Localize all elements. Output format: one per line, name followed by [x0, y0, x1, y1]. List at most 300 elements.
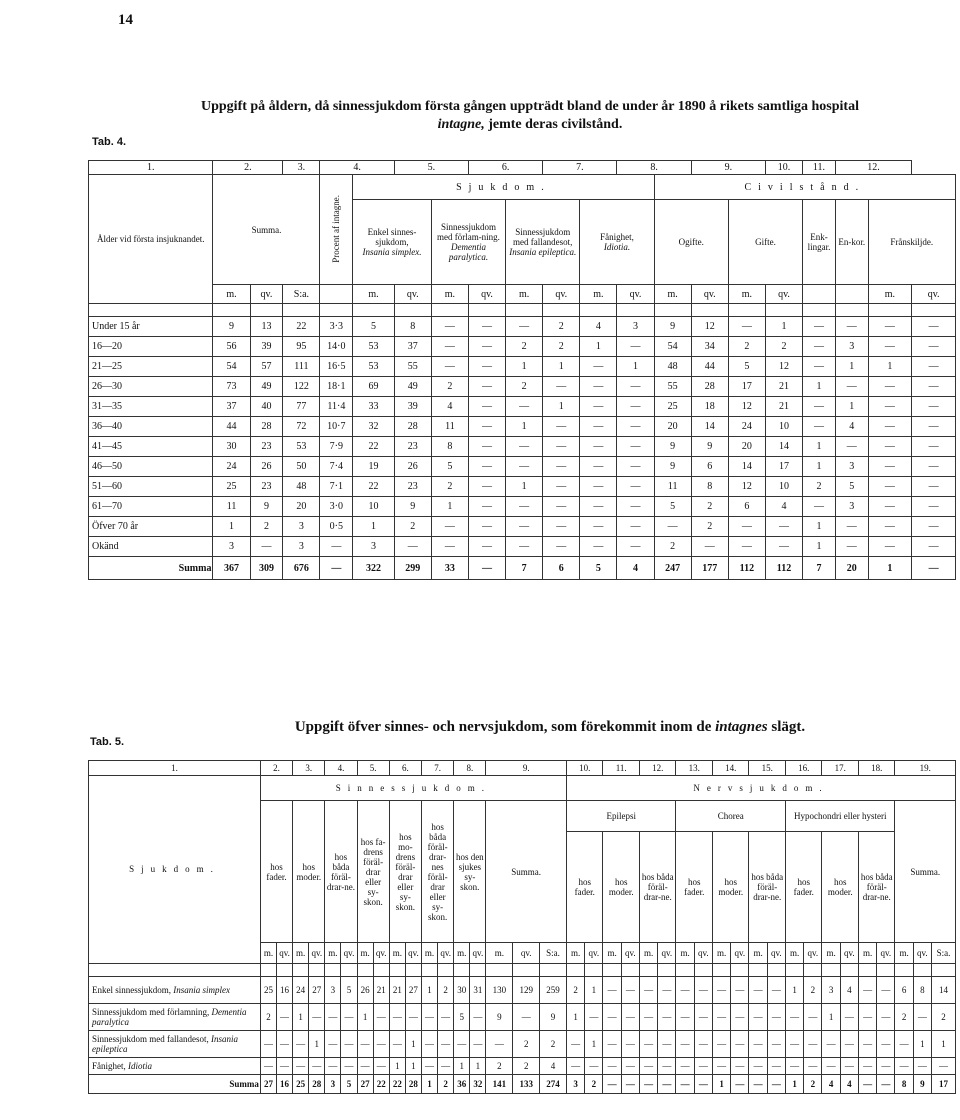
data-cell: 39 [394, 397, 431, 417]
row-label: 61—70 [89, 497, 213, 517]
spacer-cell [293, 964, 309, 977]
sub-header: m. [868, 285, 912, 304]
data-cell: 1 [405, 1058, 421, 1075]
data-cell: — [765, 517, 802, 537]
spacer-cell [566, 964, 584, 977]
column-number: 6. [468, 161, 542, 175]
data-cell: 26 [394, 457, 431, 477]
sub-header: m. [421, 943, 437, 964]
sub-header: m. [260, 943, 276, 964]
tab5-label: Tab. 5. [90, 736, 125, 748]
sum-cell: 274 [540, 1075, 567, 1094]
data-cell: 32 [353, 417, 394, 437]
data-cell: 44 [691, 357, 728, 377]
data-cell: — [543, 497, 580, 517]
sub-header: S:a. [931, 943, 955, 964]
data-cell: — [468, 437, 505, 457]
data-cell: — [913, 1004, 931, 1031]
data-cell: — [468, 417, 505, 437]
group-sjukdom: Sjukdom. [353, 175, 654, 200]
header-bada-sy: hos båda föräl-drar-nes föräl-drar eller sy-skon. [421, 801, 453, 943]
data-cell: 2 [543, 337, 580, 357]
spacer-cell [213, 304, 250, 317]
data-cell: — [749, 1058, 767, 1075]
data-cell: 1 [454, 1058, 470, 1075]
sum-cell: — [858, 1075, 876, 1094]
sub-header: qv. [373, 943, 389, 964]
table-row [89, 397, 956, 417]
data-cell: — [293, 1058, 309, 1075]
data-cell: — [835, 437, 868, 457]
data-cell: 5 [353, 317, 394, 337]
data-cell: — [912, 437, 956, 457]
spacer-cell [912, 304, 956, 317]
data-cell: — [835, 517, 868, 537]
table-row [89, 1058, 956, 1075]
spacer-cell [585, 964, 603, 977]
sum-cell: 1 [421, 1075, 437, 1094]
data-cell: 1 [309, 1031, 325, 1058]
data-cell: — [603, 1058, 621, 1075]
tab4-title-line1: Uppgift på åldern, då sinnessjukdom första gången uppträdt bland de under år 1890 å rikets samtliga hospital [201, 99, 859, 114]
row-label: 26—30 [89, 377, 213, 397]
data-cell: 14 [728, 457, 765, 477]
data-cell: — [822, 1031, 840, 1058]
sum-cell: — [731, 1075, 749, 1094]
spacer-cell [283, 304, 320, 317]
data-cell: 3 [835, 337, 868, 357]
column-number: 16. [785, 761, 822, 776]
tab5-title [200, 718, 900, 736]
data-cell: 1 [803, 537, 836, 557]
header-fader: hos fader. [785, 832, 822, 943]
data-cell: — [912, 317, 956, 337]
header-sjukes: hos den sjukes sy-skon. [454, 801, 486, 943]
data-cell: 2 [931, 1004, 955, 1031]
sub-header-empty [835, 285, 868, 304]
spacer-cell [353, 304, 394, 317]
data-cell: 10 [765, 417, 802, 437]
sum-row [89, 557, 956, 580]
sum-cell: 5 [341, 1075, 357, 1094]
spacer-cell [277, 964, 293, 977]
data-cell: 14 [765, 437, 802, 457]
data-cell: 21 [373, 977, 389, 1004]
data-cell: — [603, 1004, 621, 1031]
data-cell: — [912, 337, 956, 357]
tab4-table [88, 160, 956, 580]
data-cell: — [277, 1031, 293, 1058]
data-cell: 5 [835, 477, 868, 497]
column-number: 8. [454, 761, 486, 776]
row-label: Okänd [89, 537, 213, 557]
data-cell: 1 [931, 1031, 955, 1058]
data-cell: — [765, 537, 802, 557]
header-fallandesot [506, 200, 580, 285]
data-cell: 21 [389, 977, 405, 1004]
data-cell: 31 [470, 977, 486, 1004]
data-cell: 4 [580, 317, 617, 337]
data-cell: 1 [868, 357, 912, 377]
column-number: 3. [293, 761, 325, 776]
table-row [89, 1031, 956, 1058]
data-cell: — [676, 1058, 694, 1075]
data-cell: 53 [353, 357, 394, 377]
data-cell: — [804, 1031, 822, 1058]
column-number: 4. [320, 161, 394, 175]
data-cell: 2 [566, 977, 584, 1004]
data-cell: 5 [728, 357, 765, 377]
header-summa-nerv: Summa. [895, 801, 956, 943]
data-cell: — [580, 417, 617, 437]
column-number: 7. [543, 161, 617, 175]
header-moder: hos moder. [603, 832, 640, 943]
data-cell: 111 [283, 357, 320, 377]
spacer-cell [373, 964, 389, 977]
data-cell: 1 [822, 1004, 840, 1031]
data-cell: 7·4 [320, 457, 353, 477]
data-cell: 30 [213, 437, 250, 457]
sub-header: m. [712, 943, 730, 964]
data-cell: — [912, 497, 956, 517]
row-label-text: Fånighet, [92, 1061, 126, 1071]
header-modrens: hos mo-drens föräl-drar eller sy-skon. [389, 801, 421, 943]
spacer-cell [654, 304, 691, 317]
data-cell: 22 [353, 437, 394, 457]
data-cell: — [804, 1004, 822, 1031]
column-number: 12. [835, 161, 911, 175]
data-cell: 1 [803, 457, 836, 477]
data-cell: — [912, 537, 956, 557]
data-cell: — [712, 1004, 730, 1031]
spacer-cell [913, 964, 931, 977]
data-cell: — [320, 537, 353, 557]
data-cell: 11·4 [320, 397, 353, 417]
spacer-cell [506, 304, 543, 317]
data-cell: — [767, 1058, 785, 1075]
data-cell: — [694, 977, 712, 1004]
data-cell: — [468, 477, 505, 497]
sub-header: qv. [767, 943, 785, 964]
column-number: 9. [691, 161, 765, 175]
data-cell: — [585, 1004, 603, 1031]
sub-header: qv. [438, 943, 454, 964]
data-cell: — [749, 1004, 767, 1031]
data-cell: 3 [283, 537, 320, 557]
spacer-cell [357, 964, 373, 977]
tab5-table [88, 760, 956, 1094]
sum-cell: 25 [293, 1075, 309, 1094]
column-number: 7. [421, 761, 453, 776]
sum-cell: 6 [543, 557, 580, 580]
data-cell: 1 [785, 977, 803, 1004]
data-cell: 259 [540, 977, 567, 1004]
data-cell: — [580, 517, 617, 537]
sub-header: m. [728, 285, 765, 304]
group-sinnessjukdom: Sinnessjukdom. [260, 776, 566, 801]
data-cell: 37 [394, 337, 431, 357]
data-cell: 55 [654, 377, 691, 397]
data-cell: 6 [895, 977, 913, 1004]
sub-header: m. [858, 943, 876, 964]
data-cell: — [513, 1004, 540, 1031]
table-row [89, 357, 956, 377]
data-cell: 17 [728, 377, 765, 397]
spacer-cell [877, 964, 895, 977]
data-cell: 48 [283, 477, 320, 497]
data-cell: 129 [513, 977, 540, 1004]
column-number: 19. [895, 761, 956, 776]
data-cell: 12 [728, 397, 765, 417]
header-enkor: En-kor. [835, 200, 868, 285]
data-cell: 2 [250, 517, 283, 537]
sub-header: m. [506, 285, 543, 304]
data-cell: — [277, 1058, 293, 1075]
sum-cell: 8 [895, 1075, 913, 1094]
data-cell: — [617, 437, 654, 457]
data-cell: — [731, 1004, 749, 1031]
spacer-cell [621, 964, 639, 977]
data-cell: — [389, 1031, 405, 1058]
header-bada: hos båda föräl-drar-ne. [639, 832, 676, 943]
row-label-italic: Insania simplex [173, 985, 230, 995]
data-cell: — [835, 377, 868, 397]
data-cell: — [868, 417, 912, 437]
data-cell: 11 [654, 477, 691, 497]
sum-cell: 7 [803, 557, 836, 580]
header-moder: hos moder. [712, 832, 749, 943]
sub-header: m. [293, 943, 309, 964]
spacer-cell [749, 964, 767, 977]
data-cell: — [712, 1031, 730, 1058]
data-cell: — [785, 1031, 803, 1058]
data-cell: 10·7 [320, 417, 353, 437]
spacer-cell [785, 964, 803, 977]
sum-cell: 299 [394, 557, 431, 580]
data-cell: — [835, 537, 868, 557]
data-cell: — [506, 317, 543, 337]
data-cell: 56 [213, 337, 250, 357]
data-cell: 24 [728, 417, 765, 437]
data-cell: — [658, 1004, 676, 1031]
data-cell: — [639, 1004, 657, 1031]
data-cell: — [468, 397, 505, 417]
table-row [89, 977, 956, 1004]
data-cell: 27 [309, 977, 325, 1004]
data-cell: 1 [835, 397, 868, 417]
sum-label: Summa [89, 1075, 261, 1094]
data-cell: — [421, 1058, 437, 1075]
data-cell: — [468, 517, 505, 537]
data-cell: — [868, 517, 912, 537]
data-cell: 2 [803, 477, 836, 497]
row-label: 51—60 [89, 477, 213, 497]
data-cell: — [617, 497, 654, 517]
spacer-cell [712, 964, 730, 977]
sum-cell: 22 [373, 1075, 389, 1094]
sub-header: qv. [394, 285, 431, 304]
sum-cell: — [749, 1075, 767, 1094]
data-cell: 1 [470, 1058, 486, 1075]
spacer-cell [470, 964, 486, 977]
sub-header: m. [389, 943, 405, 964]
data-cell: 13 [250, 317, 283, 337]
data-cell: 2 [513, 1058, 540, 1075]
data-cell: — [895, 1031, 913, 1058]
data-cell: — [405, 1004, 421, 1031]
spacer-cell [513, 964, 540, 977]
header-fader: hos fader. [260, 801, 292, 943]
sub-header: qv. [765, 285, 802, 304]
header-enkel [353, 200, 432, 285]
data-cell: — [621, 1058, 639, 1075]
sub-header: qv. [405, 943, 421, 964]
data-cell: 2 [691, 497, 728, 517]
header-moder: hos moder. [822, 832, 859, 943]
header-summa: Summa. [486, 801, 567, 943]
sub-header: m. [654, 285, 691, 304]
data-cell: — [822, 1058, 840, 1075]
data-cell: 18 [691, 397, 728, 417]
sum-cell: 7 [506, 557, 543, 580]
data-cell: 4 [840, 977, 858, 1004]
column-number: 1. [89, 761, 261, 776]
data-cell: — [580, 397, 617, 417]
data-cell: — [438, 1004, 454, 1031]
spacer-cell [840, 964, 858, 977]
row-label: Under 15 år [89, 317, 213, 337]
spacer-cell [309, 964, 325, 977]
data-cell: 1 [803, 517, 836, 537]
data-cell: — [543, 517, 580, 537]
data-cell: 49 [394, 377, 431, 397]
data-cell: 1 [835, 357, 868, 377]
data-cell: 22 [283, 317, 320, 337]
data-cell: 5 [341, 977, 357, 1004]
sub-header: qv. [913, 943, 931, 964]
data-cell: — [506, 457, 543, 477]
header-gifte: Gifte. [728, 200, 802, 285]
data-cell: 30 [454, 977, 470, 1004]
header-enklingar: Enk-lingar. [803, 200, 836, 285]
data-cell: 2 [804, 977, 822, 1004]
data-cell: 1 [585, 1031, 603, 1058]
data-cell: 24 [213, 457, 250, 477]
row-label-italic: Dementia paralytica [92, 1007, 247, 1027]
data-cell: — [580, 377, 617, 397]
sum-cell: — [676, 1075, 694, 1094]
sum-cell: — [658, 1075, 676, 1094]
table-row [89, 417, 956, 437]
sub-header: qv. [341, 943, 357, 964]
table-row [89, 337, 956, 357]
data-cell: — [658, 1058, 676, 1075]
data-cell: 3 [835, 497, 868, 517]
data-cell: 1 [617, 357, 654, 377]
data-cell: 1 [585, 977, 603, 1004]
data-cell: — [895, 1058, 913, 1075]
data-cell: 1 [580, 337, 617, 357]
spacer-cell [341, 964, 357, 977]
sub-header: m. [895, 943, 913, 964]
data-cell: 2 [540, 1031, 567, 1058]
row-label: 36—40 [89, 417, 213, 437]
sum-cell: 28 [405, 1075, 421, 1094]
data-cell: — [431, 317, 468, 337]
data-cell: 2 [486, 1058, 513, 1075]
data-cell: 6 [728, 497, 765, 517]
spacer-cell [731, 964, 749, 977]
data-cell: 3 [617, 317, 654, 337]
data-cell: — [868, 477, 912, 497]
data-cell: — [260, 1058, 276, 1075]
sub-header: m. [454, 943, 470, 964]
data-cell: 1 [566, 1004, 584, 1031]
data-cell: — [468, 337, 505, 357]
data-cell: — [585, 1058, 603, 1075]
data-cell: — [341, 1058, 357, 1075]
sum-cell: 1 [785, 1075, 803, 1094]
data-cell: 1 [506, 357, 543, 377]
spacer-cell [580, 304, 617, 317]
row-label [89, 1004, 261, 1031]
data-cell: — [486, 1031, 513, 1058]
data-cell: — [431, 337, 468, 357]
sub-header: qv. [658, 943, 676, 964]
sub-header: m. [603, 943, 621, 964]
spacer-cell [389, 964, 405, 977]
sub-header: qv. [617, 285, 654, 304]
data-cell: 9 [394, 497, 431, 517]
sum-cell: 1 [868, 557, 912, 580]
data-cell: — [728, 517, 765, 537]
data-cell: — [470, 1004, 486, 1031]
spacer-cell [694, 964, 712, 977]
header-fanighet [580, 200, 654, 285]
row-label: 41—45 [89, 437, 213, 457]
data-cell: 1 [357, 1004, 373, 1031]
header-text: Fånighet, [600, 232, 634, 242]
data-cell: 1 [543, 397, 580, 417]
sub-header: m. [785, 943, 803, 964]
data-cell: 8 [913, 977, 931, 1004]
column-number: 3. [283, 161, 320, 175]
row-label: 21—25 [89, 357, 213, 377]
data-cell: 2 [394, 517, 431, 537]
data-cell: 3·0 [320, 497, 353, 517]
data-cell: 16·5 [320, 357, 353, 377]
sub-header-empty [803, 285, 836, 304]
data-cell: — [431, 357, 468, 377]
data-cell: — [566, 1058, 584, 1075]
data-cell: — [877, 1058, 895, 1075]
data-cell: 1 [213, 517, 250, 537]
spacer-cell [728, 304, 765, 317]
data-cell: — [858, 1031, 876, 1058]
spacer-cell [868, 304, 912, 317]
column-number: 6. [389, 761, 421, 776]
data-cell: 1 [803, 377, 836, 397]
data-cell: 3 [835, 457, 868, 477]
header-hypochondri: Hypochondri eller hysteri [785, 801, 895, 832]
data-cell: — [580, 437, 617, 457]
sum-cell: 133 [513, 1075, 540, 1094]
table-row [89, 377, 956, 397]
sub-header: qv. [840, 943, 858, 964]
sub-header: qv. [585, 943, 603, 964]
data-cell: 3 [353, 537, 394, 557]
data-cell: 73 [213, 377, 250, 397]
